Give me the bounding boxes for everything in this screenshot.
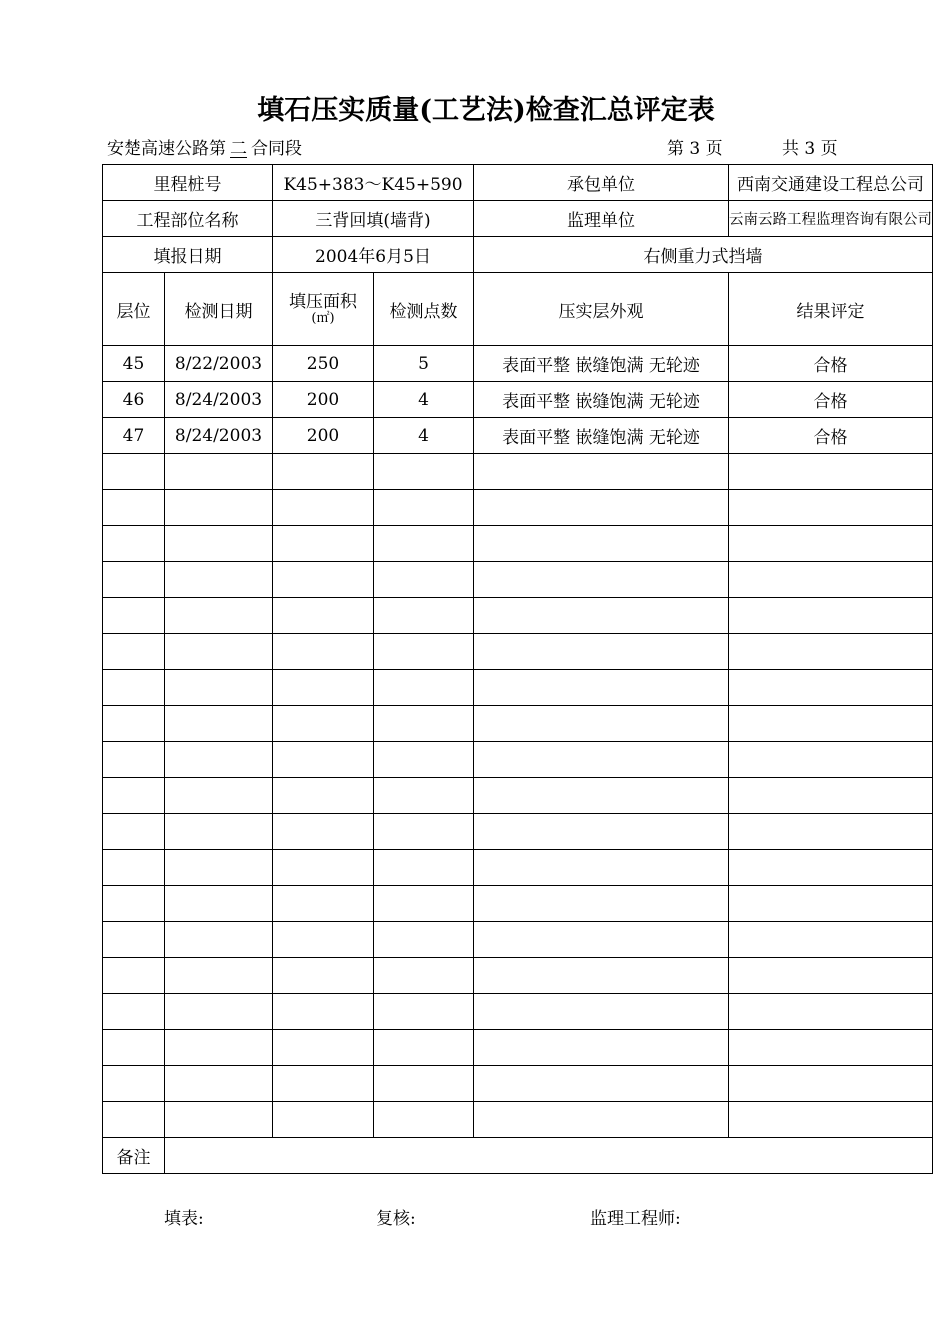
area-cell: 200 — [273, 418, 374, 454]
empty-cell — [474, 778, 729, 814]
empty-cell — [103, 1030, 165, 1066]
empty-cell — [273, 814, 374, 850]
empty-cell — [474, 598, 729, 634]
empty-cell — [729, 670, 933, 706]
table-row — [103, 418, 933, 454]
empty-cell — [729, 1066, 933, 1102]
empty-row — [103, 598, 933, 634]
empty-cell — [273, 994, 374, 1030]
remarks-label: 备注 — [103, 1138, 165, 1174]
project-suffix: 合同段 — [251, 139, 302, 159]
date-cell: 8/24/2003 — [165, 418, 273, 454]
empty-cell — [374, 742, 474, 778]
empty-row — [103, 886, 933, 922]
page-number: 第 3 页 — [667, 139, 723, 159]
empty-cell — [165, 490, 273, 526]
empty-cell — [103, 1102, 165, 1138]
empty-cell — [165, 958, 273, 994]
empty-row — [103, 706, 933, 742]
empty-cell — [103, 526, 165, 562]
col-area-unit: (㎡) — [311, 311, 335, 326]
empty-cell — [165, 634, 273, 670]
mileage-value: K45+383～K45+590 — [273, 165, 474, 201]
empty-cell — [103, 886, 165, 922]
empty-cell — [165, 1102, 273, 1138]
empty-cell — [165, 706, 273, 742]
empty-cell — [374, 562, 474, 598]
column-header-row — [103, 273, 933, 346]
result-cell: 合格 — [729, 418, 933, 454]
empty-cell — [474, 1102, 729, 1138]
area-cell: 200 — [273, 382, 374, 418]
empty-cell — [273, 778, 374, 814]
empty-cell — [729, 526, 933, 562]
empty-cell — [374, 850, 474, 886]
empty-cell — [374, 706, 474, 742]
empty-cell — [273, 850, 374, 886]
empty-cell — [165, 922, 273, 958]
empty-cell — [103, 490, 165, 526]
empty-cell — [374, 1066, 474, 1102]
empty-cell — [103, 706, 165, 742]
empty-row — [103, 1030, 933, 1066]
total-pages: 共 3 页 — [782, 139, 838, 159]
empty-cell — [165, 1066, 273, 1102]
contractor-label: 承包单位 — [474, 165, 729, 201]
empty-cell — [165, 742, 273, 778]
appearance-cell: 表面平整 嵌缝饱满 无轮迹 — [474, 418, 729, 454]
supervisor-signature: 监理工程师: — [590, 1209, 681, 1229]
empty-cell — [273, 526, 374, 562]
location-value: 右侧重力式挡墙 — [474, 237, 933, 273]
project-section — [107, 134, 302, 159]
empty-cell — [273, 1030, 374, 1066]
empty-cell — [729, 994, 933, 1030]
empty-cell — [729, 1030, 933, 1066]
empty-cell — [165, 1030, 273, 1066]
info-row-date — [103, 237, 933, 273]
points-cell: 4 — [374, 382, 474, 418]
empty-cell — [474, 994, 729, 1030]
empty-cell — [103, 814, 165, 850]
empty-cell — [374, 454, 474, 490]
empty-cell — [374, 598, 474, 634]
empty-cell — [103, 922, 165, 958]
col-appearance: 压实层外观 — [474, 273, 729, 346]
empty-row — [103, 742, 933, 778]
empty-row — [103, 1102, 933, 1138]
empty-cell — [729, 814, 933, 850]
empty-cell — [273, 1066, 374, 1102]
page-title: 填石压实质量(工艺法)检查汇总评定表 — [257, 95, 715, 126]
empty-cell — [474, 922, 729, 958]
empty-cell — [165, 778, 273, 814]
col-area-label: 填压面积 — [289, 292, 357, 312]
col-date: 检测日期 — [165, 273, 273, 346]
part-name-label: 工程部位名称 — [103, 201, 273, 237]
empty-cell — [474, 1030, 729, 1066]
empty-cell — [374, 1030, 474, 1066]
empty-row — [103, 634, 933, 670]
result-cell: 合格 — [729, 346, 933, 382]
empty-cell — [273, 1102, 374, 1138]
area-cell: 250 — [273, 346, 374, 382]
empty-cell — [273, 634, 374, 670]
empty-cell — [103, 598, 165, 634]
empty-row — [103, 454, 933, 490]
report-date-value: 2004年6月5日 — [273, 237, 474, 273]
empty-row — [103, 958, 933, 994]
col-layer: 层位 — [103, 273, 165, 346]
empty-cell — [165, 454, 273, 490]
table-row — [103, 382, 933, 418]
empty-cell — [165, 598, 273, 634]
remarks-row — [103, 1138, 933, 1174]
supervisor-unit-value: 云南云路工程监理咨询有限公司 — [729, 201, 933, 237]
col-result: 结果评定 — [729, 273, 933, 346]
empty-cell — [103, 1066, 165, 1102]
points-cell: 5 — [374, 346, 474, 382]
empty-row — [103, 778, 933, 814]
empty-cell — [165, 814, 273, 850]
empty-cell — [273, 670, 374, 706]
appearance-cell: 表面平整 嵌缝饱满 无轮迹 — [474, 382, 729, 418]
info-row-mileage — [103, 165, 933, 201]
empty-cell — [374, 634, 474, 670]
empty-cell — [474, 1066, 729, 1102]
empty-cell — [729, 562, 933, 598]
col-area — [273, 273, 374, 346]
empty-cell — [165, 850, 273, 886]
report-date-label: 填报日期 — [103, 237, 273, 273]
mileage-label: 里程桩号 — [103, 165, 273, 201]
empty-cell — [273, 742, 374, 778]
empty-row — [103, 526, 933, 562]
empty-cell — [474, 526, 729, 562]
empty-cell — [474, 814, 729, 850]
empty-cell — [474, 490, 729, 526]
empty-cell — [729, 598, 933, 634]
empty-cell — [474, 958, 729, 994]
empty-cell — [374, 490, 474, 526]
empty-cell — [273, 886, 374, 922]
empty-cell — [374, 670, 474, 706]
layer-cell: 45 — [103, 346, 165, 382]
empty-cell — [273, 454, 374, 490]
empty-cell — [374, 526, 474, 562]
empty-row — [103, 922, 933, 958]
empty-row — [103, 850, 933, 886]
empty-cell — [729, 742, 933, 778]
date-cell: 8/24/2003 — [165, 382, 273, 418]
empty-cell — [103, 850, 165, 886]
empty-cell — [729, 886, 933, 922]
empty-cell — [474, 670, 729, 706]
part-name-value: 三背回填(墙背) — [273, 201, 474, 237]
points-cell: 4 — [374, 418, 474, 454]
col-points: 检测点数 — [374, 273, 474, 346]
empty-cell — [474, 886, 729, 922]
empty-cell — [273, 922, 374, 958]
layer-cell: 47 — [103, 418, 165, 454]
empty-cell — [374, 922, 474, 958]
empty-cell — [165, 562, 273, 598]
empty-cell — [729, 778, 933, 814]
empty-cell — [374, 1102, 474, 1138]
empty-cell — [374, 958, 474, 994]
date-cell: 8/22/2003 — [165, 346, 273, 382]
empty-cell — [165, 886, 273, 922]
empty-cell — [474, 634, 729, 670]
empty-cell — [474, 562, 729, 598]
empty-cell — [165, 670, 273, 706]
empty-cell — [103, 778, 165, 814]
empty-row — [103, 670, 933, 706]
result-cell: 合格 — [729, 382, 933, 418]
empty-cell — [374, 994, 474, 1030]
empty-cell — [729, 706, 933, 742]
empty-cell — [165, 994, 273, 1030]
filler-signature: 填表: — [164, 1209, 204, 1229]
empty-cell — [474, 706, 729, 742]
empty-cell — [103, 742, 165, 778]
supervisor-unit-label: 监理单位 — [474, 201, 729, 237]
empty-cell — [273, 958, 374, 994]
empty-cell — [103, 994, 165, 1030]
layer-cell: 46 — [103, 382, 165, 418]
empty-cell — [474, 742, 729, 778]
reviewer-signature: 复核: — [376, 1209, 416, 1229]
remarks-value — [165, 1138, 933, 1174]
empty-cell — [729, 958, 933, 994]
empty-cell — [103, 562, 165, 598]
empty-cell — [165, 526, 273, 562]
empty-cell — [103, 634, 165, 670]
empty-cell — [474, 454, 729, 490]
empty-cell — [374, 778, 474, 814]
empty-cell — [474, 850, 729, 886]
empty-row — [103, 814, 933, 850]
empty-row — [103, 994, 933, 1030]
empty-cell — [273, 706, 374, 742]
appearance-cell: 表面平整 嵌缝饱满 无轮迹 — [474, 346, 729, 382]
empty-cell — [729, 454, 933, 490]
empty-cell — [273, 562, 374, 598]
empty-cell — [374, 814, 474, 850]
contractor-value: 西南交通建设工程总公司 — [729, 165, 933, 201]
empty-cell — [103, 454, 165, 490]
empty-cell — [273, 598, 374, 634]
project-prefix: 安楚高速公路第 — [107, 139, 226, 159]
info-row-part — [103, 201, 933, 237]
inspection-table — [102, 164, 933, 1174]
empty-row — [103, 490, 933, 526]
empty-cell — [374, 886, 474, 922]
empty-cell — [729, 850, 933, 886]
empty-cell — [729, 634, 933, 670]
empty-cell — [729, 922, 933, 958]
empty-row — [103, 1066, 933, 1102]
empty-cell — [729, 1102, 933, 1138]
empty-cell — [729, 490, 933, 526]
table-row — [103, 346, 933, 382]
empty-cell — [273, 490, 374, 526]
empty-cell — [103, 958, 165, 994]
empty-row — [103, 562, 933, 598]
empty-rows — [103, 454, 933, 1138]
empty-cell — [103, 670, 165, 706]
section-number: 二 — [230, 139, 247, 159]
